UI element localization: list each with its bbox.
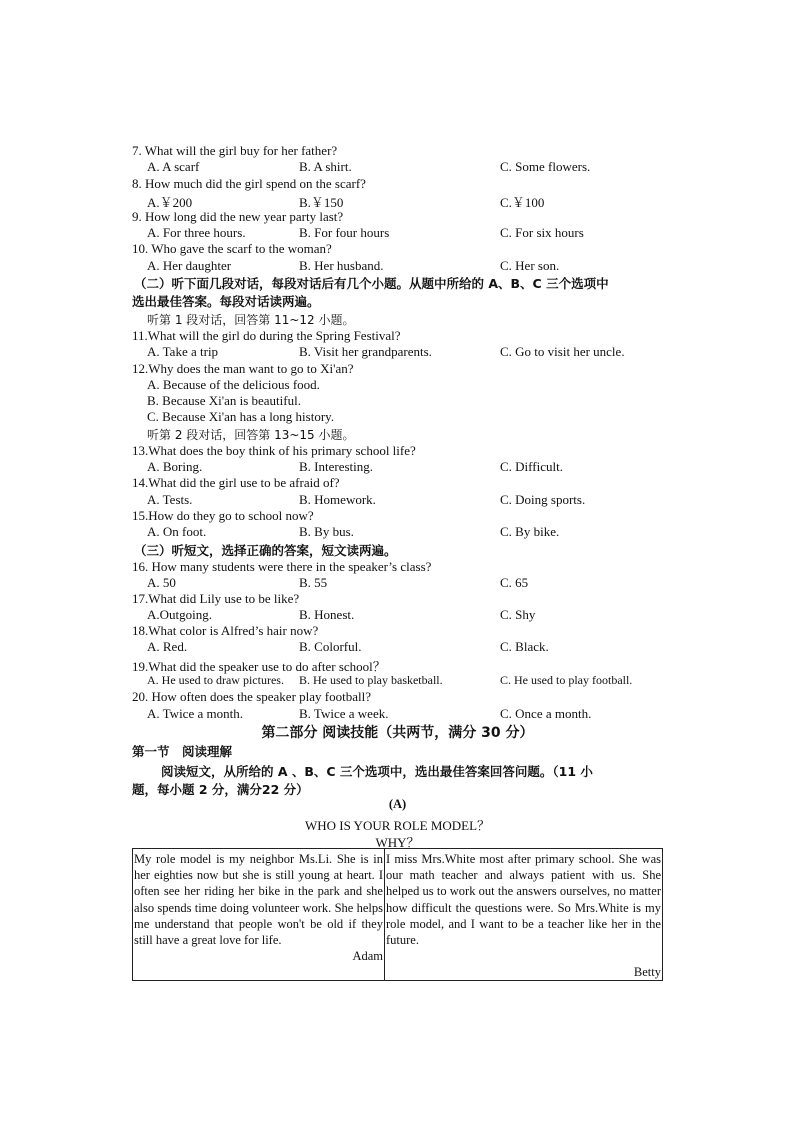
question-12: 12.Why does the man want to go to Xi'an? (132, 361, 354, 376)
option-a: A. Tests. (147, 492, 193, 507)
option-a: A. Twice a month. (147, 706, 243, 721)
question-9: 9. How long did the new year party last? (132, 209, 344, 224)
question-15: 15.How do they go to school now? (132, 508, 314, 523)
question-16: 16. How many students were there in the speaker’s class? (132, 559, 432, 574)
option-a: A. Her daughter (147, 258, 232, 273)
option-b: B. Homework. (299, 492, 376, 507)
question-11: 11.What will the girl do during the Spring Festival? (132, 328, 401, 343)
adam-text: My role model is my neighbor Ms.Li. She is in her eighties now but she is still young at heart. I often see her riding her bike in the park and she also spends time doing volunteer work. She helps me understand that people won't be old if they still have a great love for life. (134, 852, 383, 948)
question-17: 17.What did Lily use to be like? (132, 591, 300, 606)
option-b: B. Honest. (299, 607, 355, 622)
option-c: C. Shy (500, 607, 536, 622)
option-a: A. A scarf (147, 159, 200, 174)
part-2-title: 第二部分 阅读技能（共两节，满分 30 分） (261, 725, 534, 741)
option-a: A. 50 (147, 575, 176, 590)
option-b: B. Twice a week. (299, 706, 389, 721)
section-heading-passage: （三）听短文，选择正确的答案，短文读两遍。 (134, 543, 397, 558)
betty-cell (385, 849, 663, 981)
question-18: 18.What color is Alfred’s hair now? (132, 623, 319, 638)
option-b: B. Because Xi'an is beautiful. (147, 393, 301, 408)
option-b: B. Colorful. (299, 639, 362, 654)
reading-instructions-cont: 题，每小题 2 分，满分22 分） (132, 782, 309, 797)
option-b: B. For four hours (299, 225, 390, 240)
option-a: A.Outgoing. (147, 607, 212, 622)
option-b: B. A shirt. (299, 159, 352, 174)
option-b: B.￥150 (299, 195, 344, 210)
option-c: C. Some flowers. (500, 159, 591, 174)
question-14: 14.What did the girl use to be afraid of? (132, 475, 340, 490)
question-8: 8. How much did the girl spend on the scarf? (132, 176, 366, 191)
betty-text: I miss Mrs.White most after primary school. She was our math teacher and always patient with us. She helped us to work out the answers ourselves, no matter how difficult the questions were. So Mrs.White is my role model, and I want to be a teacher like her in the future. (386, 852, 661, 948)
option-a: A. On foot. (147, 524, 207, 539)
option-b: B. He used to play basketball. (299, 673, 443, 687)
option-a: A. For three hours. (147, 225, 246, 240)
dialog-2-note: 听第 2 段对话，回答第 13~15 小题。 (147, 428, 355, 442)
question-19: 19.What did the speaker use to do after school？ (132, 659, 386, 674)
question-7: 7. What will the girl buy for her father? (132, 143, 338, 158)
option-c: C. Difficult. (500, 459, 563, 474)
passage-title: WHO IS YOUR ROLE MODEL？ (304, 818, 491, 833)
option-c: C. Doing sports. (500, 492, 586, 507)
passage-subtitle: WHY？ (375, 835, 420, 850)
section-heading-dialogs-cont: 选出最佳答案。每段对话读两遍。 (132, 294, 320, 309)
option-a: A. Boring. (147, 459, 203, 474)
betty-signature: Betty (633, 965, 661, 980)
option-a: A. Because of the delicious food. (147, 377, 320, 392)
option-c: C. For six hours (500, 225, 584, 240)
option-c: C. Because Xi'an has a long history. (147, 409, 335, 424)
option-c: C. Black. (500, 639, 549, 654)
option-c: C. 65 (500, 575, 529, 590)
option-c: C. Go to visit her uncle. (500, 344, 625, 359)
option-b: B. Interesting. (299, 459, 374, 474)
adam-cell (133, 849, 385, 981)
question-10: 10. Who gave the scarf to the woman? (132, 241, 332, 256)
option-c: C. Once a month. (500, 706, 592, 721)
option-b: B. 55 (299, 575, 328, 590)
option-a: A.￥200 (147, 195, 193, 210)
section-1-title: 第一节 阅读理解 (132, 744, 233, 759)
option-c: C. He used to play football. (500, 673, 633, 687)
adam-signature: Adam (352, 949, 383, 964)
question-20: 20. How often does the speaker play football? (132, 689, 371, 704)
option-b: B. By bus. (299, 524, 354, 539)
role-model-table (132, 848, 663, 981)
option-a: A. Take a trip (147, 344, 219, 359)
question-13: 13.What does the boy think of his primary school life? (132, 443, 416, 458)
option-c: C.￥100 (500, 195, 545, 210)
option-b: B. Her husband. (299, 258, 384, 273)
option-a: A. Red. (147, 639, 188, 654)
option-b: B. Visit her grandparents. (299, 344, 432, 359)
dialog-1-note: 听第 1 段对话，回答第 11~12 小题。 (147, 313, 355, 327)
section-heading-dialogs: （二）听下面几段对话，每段对话后有几个小题。从题中所给的 A、B、C 三个选项中 (134, 276, 609, 291)
reading-instructions: 阅读短文，从所给的 A 、B、C 三个选项中，选出最佳答案回答问题。（11 小 (161, 764, 593, 779)
option-a: A. He used to draw pictures. (147, 673, 284, 687)
option-c: C. Her son. (500, 258, 560, 273)
option-c: C. By bike. (500, 524, 560, 539)
passage-label: (A) (388, 797, 407, 811)
